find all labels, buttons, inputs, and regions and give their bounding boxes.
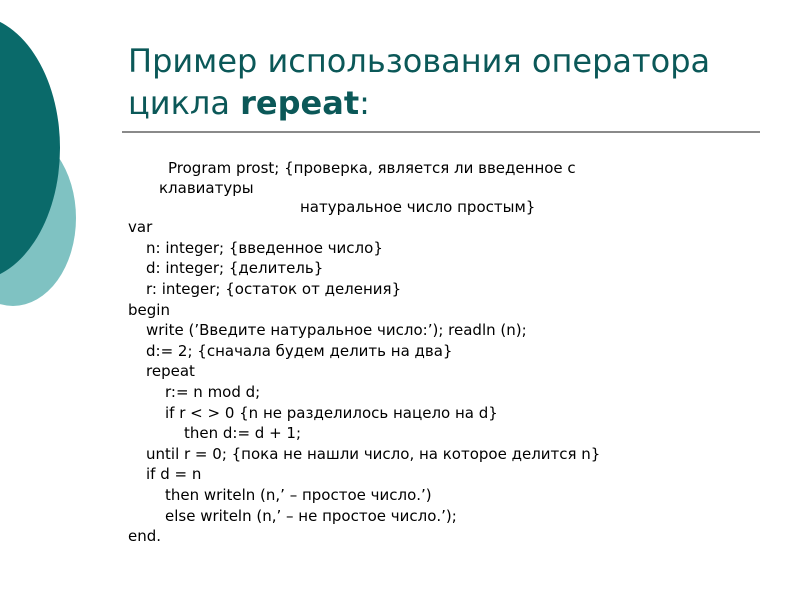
code-line: r:= n mod d;	[165, 382, 261, 401]
code-block	[128, 158, 768, 547]
code-line: d:= 2; {сначала будем делить на два}	[146, 341, 453, 360]
code-line: write (’Введите натуральное число:’); readln (n);	[146, 321, 527, 340]
code-line: repeat	[146, 362, 195, 381]
code-line: then d:= d + 1;	[184, 424, 302, 443]
code-line: клавиатуры	[159, 178, 254, 197]
code-line: if d = n	[146, 465, 202, 484]
code-line: n: integer; {введенное число}	[146, 238, 383, 257]
slide-title-line2	[128, 82, 768, 124]
code-line: end.	[128, 527, 162, 546]
slide-title-prefix: цикла	[128, 84, 241, 122]
code-line: begin	[128, 300, 170, 319]
title-divider	[122, 131, 760, 133]
code-line: Program prost; {проверка, является ли введенное с	[168, 159, 576, 177]
slide-title	[128, 40, 768, 124]
slide-title-line1: Пример использования оператора	[128, 42, 711, 80]
slide-title-keyword: repeat	[240, 84, 360, 122]
slide-title-suffix: :	[359, 84, 370, 122]
code-line: if r < > 0 {n не разделилось нацело на d}	[165, 403, 498, 422]
code-line: until r = 0; {пока не нашли число, на которое делится n}	[146, 444, 601, 463]
code-line: d: integer; {делитель}	[146, 259, 324, 278]
code-line: r: integer; {остаток от деления}	[146, 279, 402, 298]
code-line: var	[128, 218, 153, 237]
code-line: else writeln (n,’ – не простое число.’);	[165, 506, 457, 525]
code-line: натуральное число простым}	[300, 197, 536, 216]
code-line: then writeln (n,’ – простое число.’)	[165, 485, 432, 504]
